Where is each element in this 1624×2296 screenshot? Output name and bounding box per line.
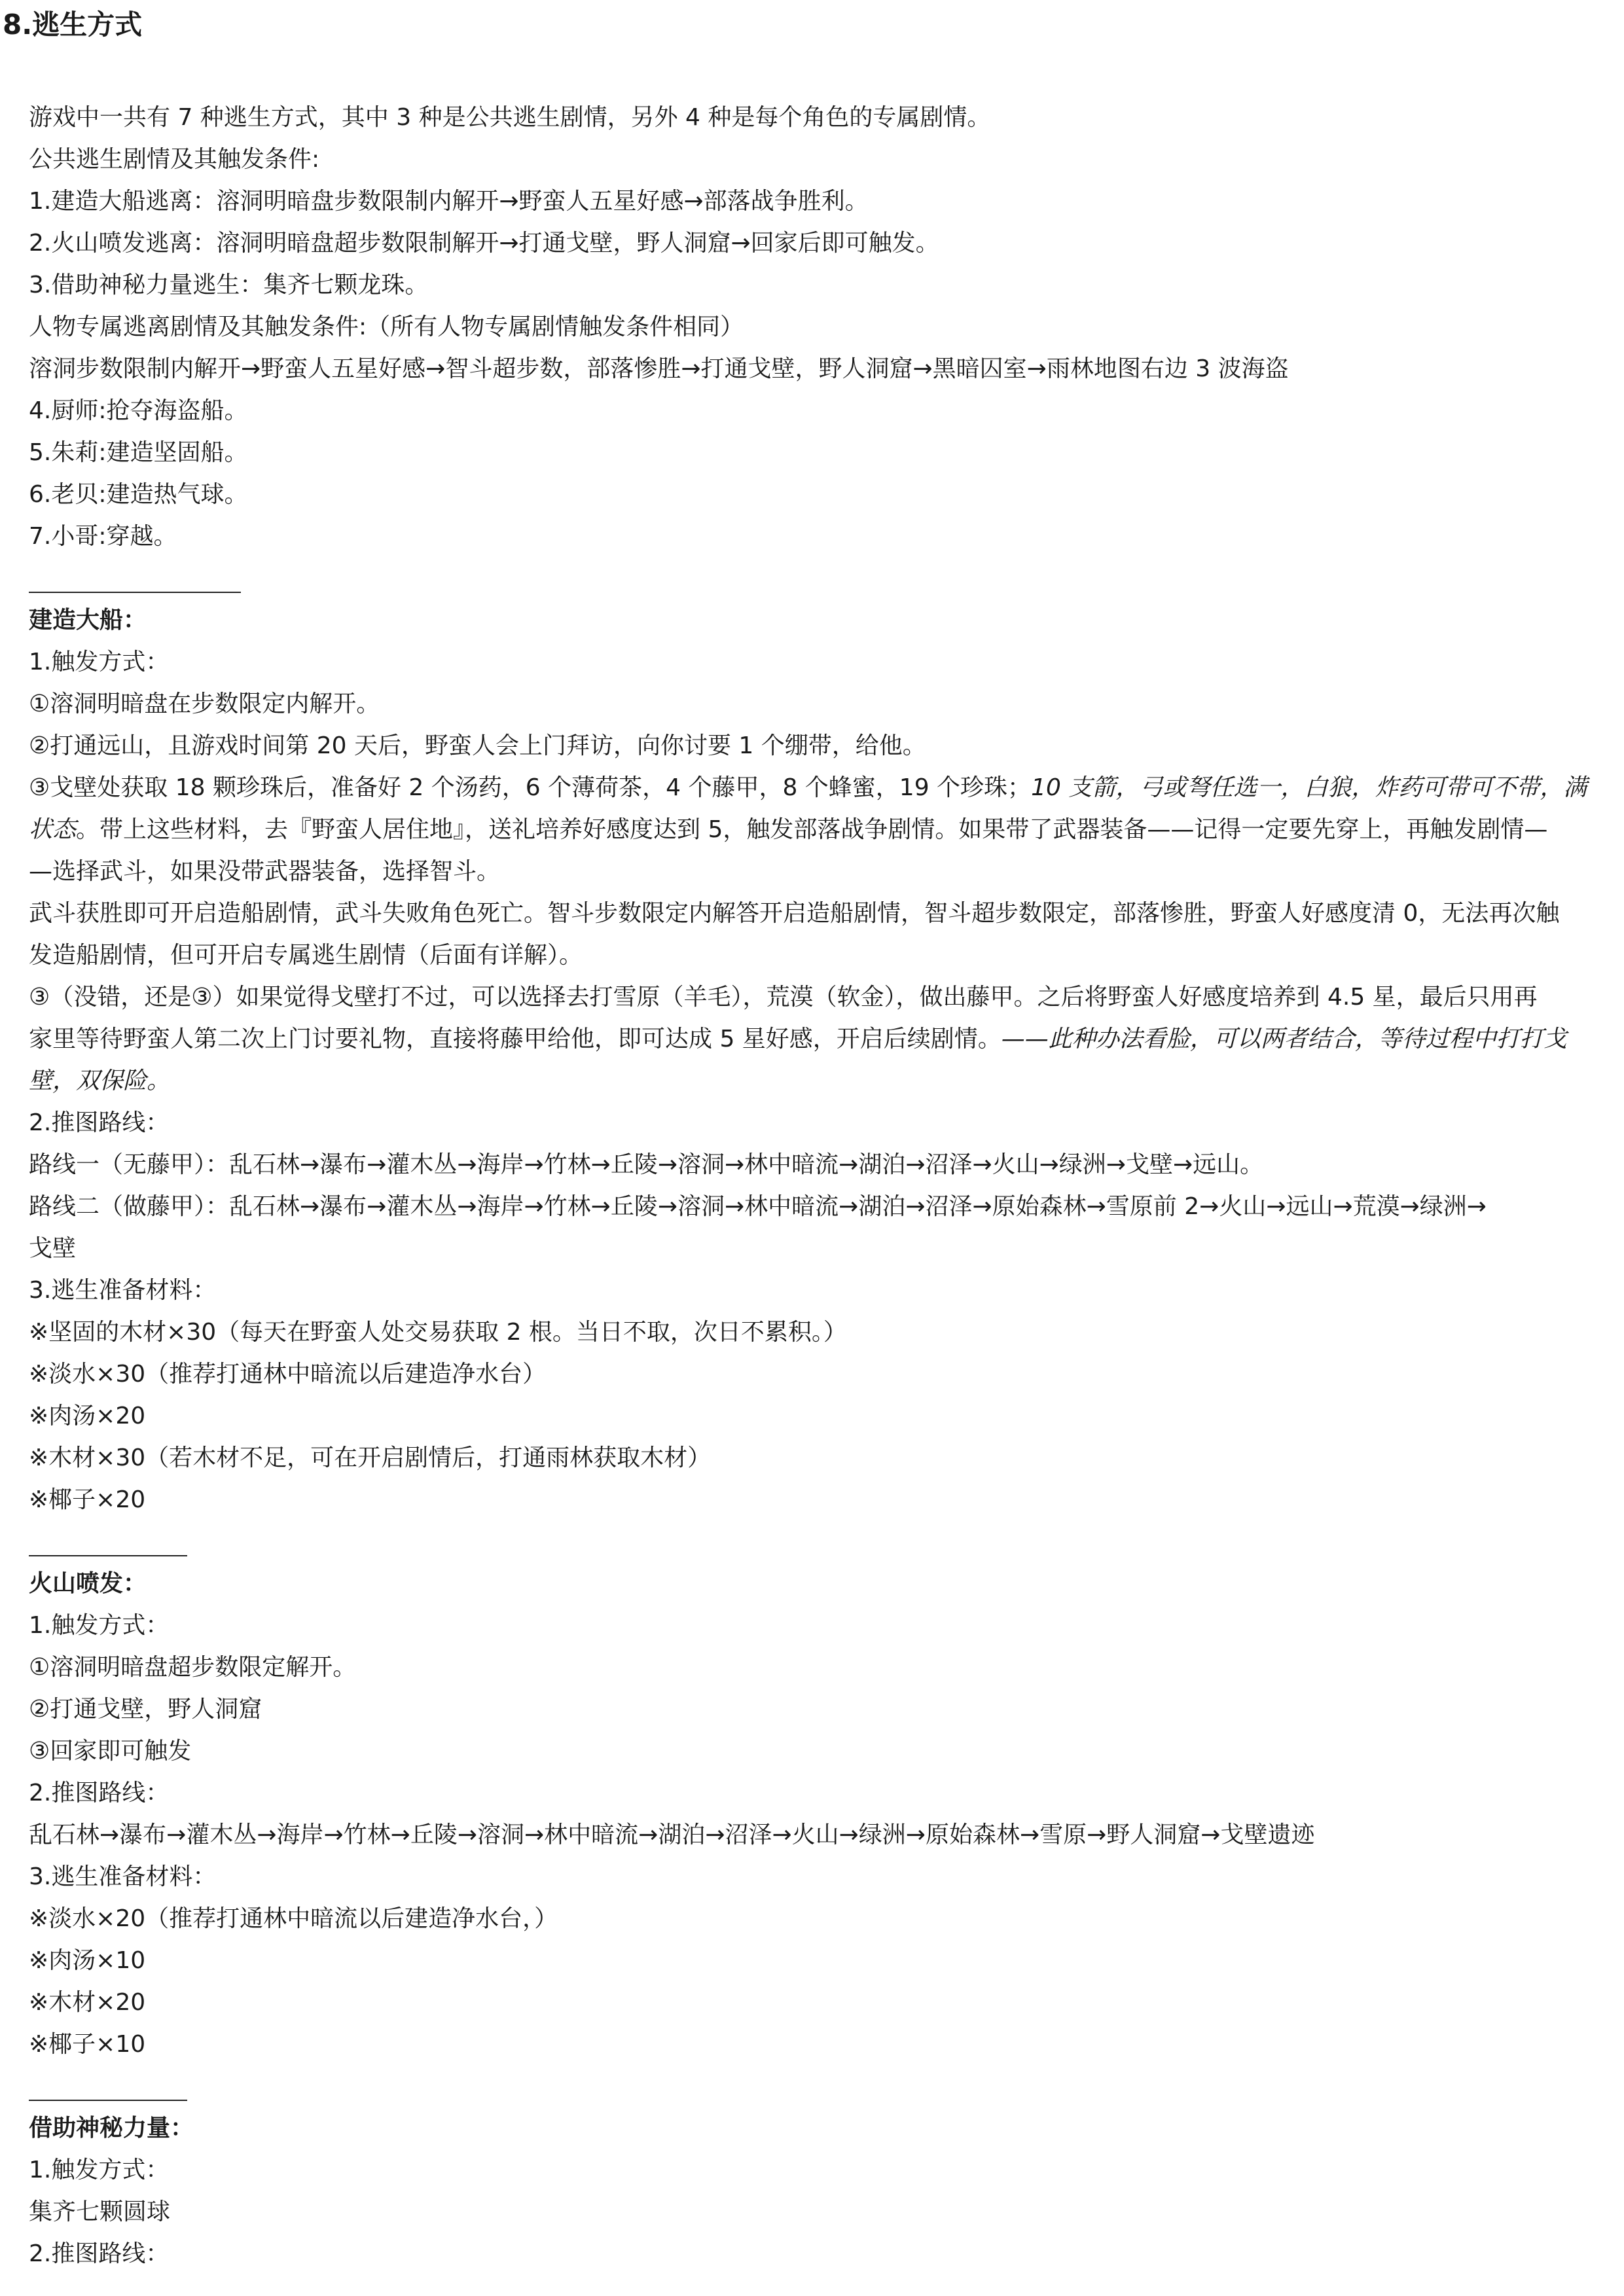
material-item: ※椰子×10	[29, 2031, 146, 2058]
material-item: ※淡水×20（推荐打通林中暗流以后建造净水台，）	[29, 1905, 558, 1932]
list-item: 1.建造大船逃离：溶洞明暗盘步数限制内解开→野蛮人五星好感→部落战争胜利。	[29, 188, 869, 215]
list-item: 3.借助神秘力量逃生：集齐七颗龙珠。	[29, 272, 429, 298]
paragraph: 人物专属逃离剧情及其触发条件:（所有人物专属剧情触发条件相同）	[29, 314, 744, 340]
material-item: ※椰子×20	[29, 1486, 146, 1513]
paragraph: 集齐七颗圆球	[29, 2198, 171, 2225]
paragraph: 壁，双保险。	[29, 1067, 171, 1094]
text-run: ③戈壁处获取 18 颗珍珠后，准备好 2 个汤药，6 个薄荷茶，4 个藤甲，8 个蜂蜜，19 个珍珠；	[29, 774, 1032, 801]
paragraph: —选择武斗，如果没带武器装备，选择智斗。	[29, 858, 501, 885]
text-run: 。带上这些材料，去『野蛮人居住地』，送礼培养好感度达到 5，触发部落战争剧情。如果带了武器装备——记得一定要先穿上，再触发剧情—	[76, 816, 1548, 843]
material-item: ※木材×20	[29, 1989, 146, 2016]
paragraph: 3.逃生准备材料：	[29, 1277, 217, 1304]
list-item: 2.火山喷发逃离：溶洞明暗盘超步数限制解开→打通戈壁，野人洞窟→回家后即可触发。	[29, 230, 939, 257]
paragraph: 武斗获胜即可开启造船剧情，武斗失败角色死亡。智斗步数限定内解答开启造船剧情，智斗超步数限定，部落惨胜，野蛮人好感度清 0，无法再次触	[29, 900, 1560, 927]
paragraph: ③回家即可触发	[29, 1738, 192, 1765]
section-divider	[29, 558, 241, 600]
paragraph: 1.触发方式：	[29, 2157, 170, 2183]
material-item: ※坚固的木材×30（每天在野蛮人处交易获取 2 根。当日不取，次日不累积。）	[29, 1319, 847, 1346]
paragraph: 2.推图路线：	[29, 2240, 170, 2267]
italic-text-run: 10 支箭，弓或弩任选一，白狼，炸药可带可不带，满	[1031, 774, 1587, 801]
material-item: ※肉汤×10	[29, 1947, 146, 1974]
italic-text-run: 状态	[29, 816, 77, 843]
text-run: 家里等待野蛮人第二次上门讨要礼物，直接将藤甲给他，即可达成 5 星好感，开启后续剧情。	[29, 1026, 1001, 1052]
paragraph: ②打通远山，且游戏时间第 20 天后，野蛮人会上门拜访，向你讨要 1 个绷带，给他。	[29, 732, 926, 759]
paragraph: 1.触发方式：	[29, 1612, 170, 1639]
paragraph: ②打通戈壁，野人洞窟	[29, 1696, 262, 1723]
page-title: 8.逃生方式	[3, 9, 143, 41]
section-heading: 建造大船：	[29, 607, 147, 634]
paragraph: 2.推图路线：	[29, 1109, 170, 1136]
mystic-section	[29, 2108, 1619, 2275]
section-divider	[29, 1521, 187, 1563]
paragraph: 游戏中一共有 7 种逃生方式，其中 3 种是公共逃生剧情，另外 4 种是每个角色的专属剧情。	[29, 104, 991, 131]
paragraph: ①溶洞明暗盘在步数限定内解开。	[29, 691, 380, 717]
paragraph	[29, 767, 1619, 809]
italic-text-run: ——此种办法看脸，可以两者结合，等待过程中打打戈	[1001, 1026, 1567, 1052]
document-body	[29, 97, 1619, 2275]
list-item: 6.老贝:建造热气球。	[29, 481, 248, 508]
material-item: ※淡水×30（推荐打通林中暗流以后建造净水台）	[29, 1361, 547, 1388]
section-divider	[29, 2066, 187, 2108]
paragraph: 公共逃生剧情及其触发条件:	[29, 146, 320, 173]
paragraph: 1.触发方式：	[29, 649, 170, 675]
list-item: 7.小哥:穿越。	[29, 523, 177, 550]
intro-section	[29, 97, 1619, 558]
ship-section	[29, 600, 1619, 1521]
paragraph: 3.逃生准备材料：	[29, 1863, 217, 1890]
list-item: 5.朱莉:建造坚固船。	[29, 439, 248, 466]
paragraph: 溶洞步数限制内解开→野蛮人五星好感→智斗超步数，部落惨胜→打通戈壁，野人洞窟→黑暗囚室→雨林地图右边 3 波海盗	[29, 355, 1289, 382]
paragraph	[29, 1018, 1619, 1060]
paragraph: ①溶洞明暗盘超步数限定解开。	[29, 1654, 357, 1681]
section-heading: 火山喷发：	[29, 1570, 147, 1597]
material-item: ※肉汤×20	[29, 1403, 146, 1429]
paragraph	[29, 809, 1619, 851]
paragraph: 2.推图路线：	[29, 1780, 170, 1806]
list-item: 4.厨师:抢夺海盗船。	[29, 397, 248, 424]
material-item: ※木材×30（若木材不足，可在开启剧情后，打通雨林获取木材）	[29, 1444, 712, 1471]
route-line: 乱石林→瀑布→灌木丛→海岸→竹林→丘陵→溶洞→林中暗流→湖泊→沼泽→火山→绿洲→原始森林→雪原→野人洞窟→戈壁遗迹	[29, 1821, 1315, 1848]
route-line: 戈壁	[29, 1235, 77, 1262]
section-heading: 借助神秘力量：	[29, 2115, 194, 2142]
route-line: 路线二（做藤甲）：乱石林→瀑布→灌木丛→海岸→竹林→丘陵→溶洞→林中暗流→湖泊→沼泽→原始森林→雪原前 2→火山→远山→荒漠→绿洲→	[29, 1193, 1487, 1220]
paragraph: 发造船剧情，但可开启专属逃生剧情（后面有详解）。	[29, 942, 583, 969]
volcano-section	[29, 1563, 1619, 2066]
route-line: 路线一（无藤甲）：乱石林→瀑布→灌木丛→海岸→竹林→丘陵→溶洞→林中暗流→湖泊→沼泽→火山→绿洲→戈壁→远山。	[29, 1151, 1264, 1178]
paragraph: ③（没错，还是③）如果觉得戈壁打不过，可以选择去打雪原（羊毛），荒漠（软金），做出藤甲。之后将野蛮人好感度培养到 4.5 星，最后只用再	[29, 984, 1538, 1011]
